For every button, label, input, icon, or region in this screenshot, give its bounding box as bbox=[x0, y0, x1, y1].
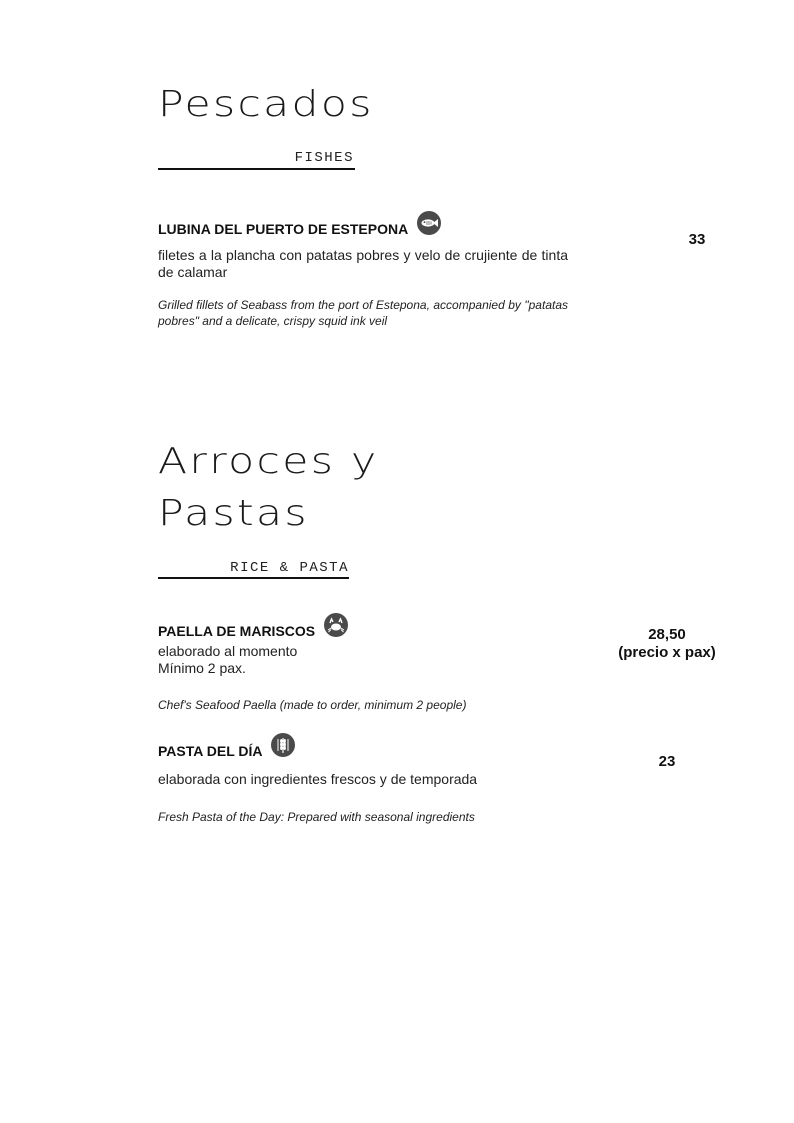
dish-description-english: Fresh Pasta of the Day: Prepared with seasonal ingredients bbox=[158, 810, 475, 824]
dish-description: filetes a la plancha con patatas pobres y velo de crujiente de tinta de calamar bbox=[158, 247, 568, 280]
wheat-icon bbox=[271, 733, 295, 757]
dish-description-line2: Mínimo 2 pax. bbox=[158, 660, 246, 676]
section-title-arroces-line1: Arroces y bbox=[158, 441, 379, 482]
dish-price: 23 bbox=[658, 753, 676, 770]
dish-price: 28,50 bbox=[648, 626, 686, 643]
section-subtitle-rice-pasta: RICE & PASTA bbox=[230, 560, 349, 576]
section-subtitle-fishes: FISHES bbox=[294, 150, 354, 166]
dish-description: elaborada con ingredientes frescos y de temporada bbox=[158, 771, 478, 787]
dish-lubina bbox=[158, 217, 578, 241]
fish-icon bbox=[417, 211, 441, 235]
dish-description-line1: elaborado al momento bbox=[158, 643, 298, 659]
dish-name: PASTA DEL DÍA bbox=[158, 743, 263, 759]
dish-description-english: Grilled fillets of Seabass from the port of Estepona, accompanied by "patatas pobres" and a delicate, crispy squid ink veil bbox=[158, 298, 568, 328]
crab-icon bbox=[324, 613, 348, 637]
dish-paella bbox=[158, 619, 578, 643]
dish-price-note: (precio x pax) bbox=[618, 644, 716, 661]
section-title-arroces-line2: Pastas bbox=[158, 493, 309, 534]
dish-description-english: Chef's Seafood Paella (made to order, minimum 2 people) bbox=[158, 698, 467, 712]
section-divider bbox=[158, 168, 355, 170]
dish-name: LUBINA DEL PUERTO DE ESTEPONA bbox=[158, 221, 409, 237]
section-title-pescados: Pescados bbox=[158, 84, 374, 125]
dish-price: 33 bbox=[688, 231, 706, 248]
dish-pasta bbox=[158, 739, 578, 763]
section-divider bbox=[158, 577, 349, 579]
dish-name: PAELLA DE MARISCOS bbox=[158, 623, 316, 639]
